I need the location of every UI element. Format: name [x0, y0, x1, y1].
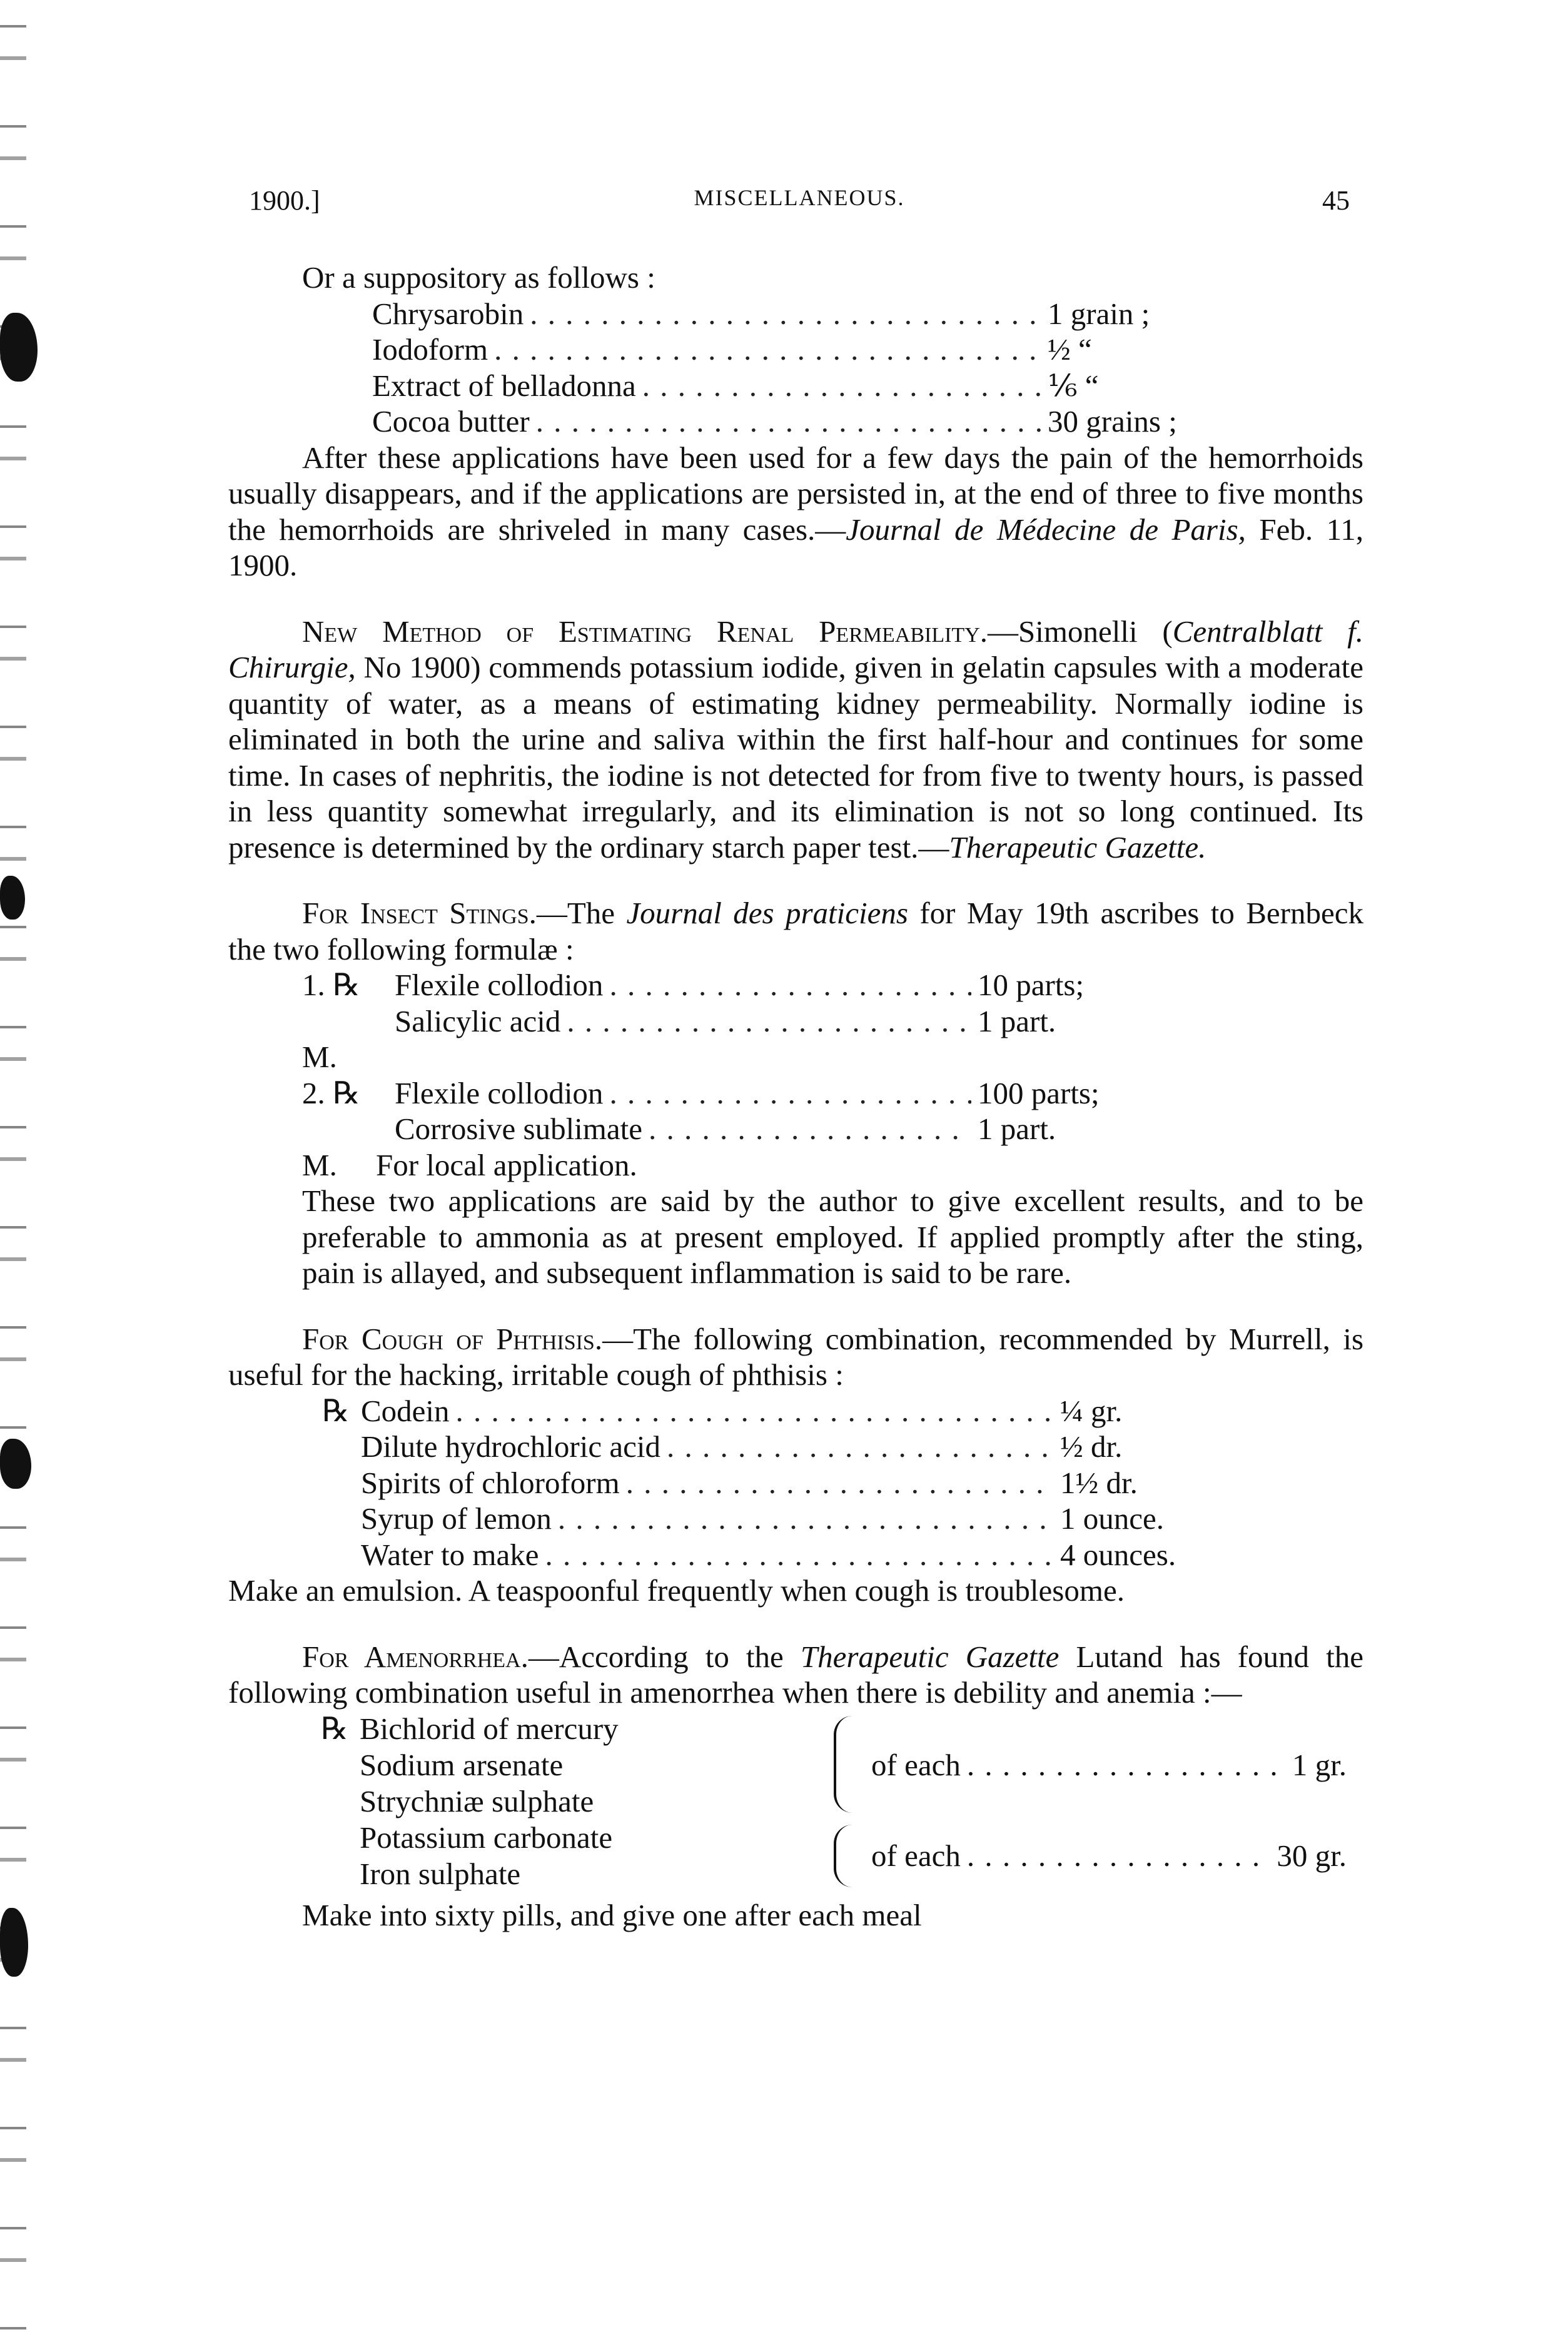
- cough-formula: [322, 1393, 1210, 1573]
- section-heading: For Amenorrhea.: [302, 1639, 529, 1674]
- formula-sig: M. For local application.: [302, 1147, 637, 1182]
- section-heading: For Insect Stings.: [302, 896, 537, 930]
- section-heading: New Method of Estimating Renal Permeability.: [302, 614, 988, 649]
- formula-line: Salicylic acid . . . 1 part.: [302, 1003, 1128, 1040]
- formula-line: 1. ℞ Flexile collodion . . . 10 parts;: [302, 967, 1128, 1003]
- group-2-dose: of each . . . 30 gr.: [871, 1838, 1347, 1874]
- cough-paragraph: For Cough of Phthisis.—The following combination, recommended by Murrell, is useful for the hacking, irritable cough of phthisis :: [228, 1321, 1364, 1392]
- ink-smudge: [0, 1439, 31, 1489]
- suppository-formula: [372, 296, 1198, 440]
- renal-paragraph: New Method of Estimating Renal Permeability.—Simonelli (Centralblatt f. Chirurgie, No 1900) commends potassium iodide, given in gelatin capsules with a moderate quantity of water, as a means of estimating kidney permeability. Normally iodine is eliminated in both the urine and saliva within the first half-hour and continues for some time. In cases of nephritis, the iodine is not detected for from five to twenty hours, is passed in less quantity somewhat irregularly, and its elimination is not so long continued. Its presence is determined by the ordinary starch paper test.—Therapeutic Gazette.: [228, 614, 1363, 864]
- page-number: 45: [1322, 185, 1350, 216]
- formula-line: ℞ Codein . . . ¼ gr.: [322, 1393, 1210, 1429]
- suppository-paragraph: After these applications have been used for a few days the pain of the hemorrhoids usually disappears, and if the applications are persisted in, at the end of three to five months the hemorrhoids are shriveled in many cases.—Journal de Médecine de Paris, Feb. 11, 1900.: [228, 440, 1363, 582]
- formula-line: Potassium carbonate: [360, 1820, 613, 1855]
- brace-group-1: [834, 1716, 861, 1813]
- formula-line: Strychniæ sulphate: [360, 1783, 594, 1818]
- formula-line: Dilute hydrochloric acid . . . ½ dr.: [322, 1429, 1210, 1465]
- insect-result-paragraph: These two applications are said by the author to give excellent results, and to be preferable to ammonia as at present employed. If applied promptly after the sting, pain is allayed, and subsequent inflammation is said to be rare.: [302, 1184, 1363, 1290]
- insect-formula-1: [302, 967, 1128, 1075]
- formula-line: 2. ℞ Flexile collodion . . . 100 parts;: [302, 1075, 1128, 1112]
- running-header: [249, 185, 1350, 222]
- formula-line: Iodoform . . . ½ “: [372, 332, 1198, 368]
- formula-line: Chrysarobin . . . 1 grain ;: [372, 296, 1198, 332]
- header-year: 1900.]: [249, 185, 320, 216]
- formula-line: Water to make . . . 4 ounces.: [322, 1537, 1210, 1573]
- insect-formula-2: [302, 1075, 1128, 1184]
- amenorrhea-direction: Make into sixty pills, and give one after each meal: [302, 1897, 922, 1932]
- formula-line: ℞ Bichlorid of mercury: [321, 1710, 619, 1746]
- amenorrhea-paragraph: For Amenorrhea.—According to the Therapeutic Gazette Lutand has found the following combination useful in amenorrhea when there is debility and anemia :—: [228, 1639, 1363, 1710]
- formula-line: Syrup of lemon . . . 1 ounce.: [322, 1501, 1210, 1537]
- formula-line: Sodium arsenate: [360, 1747, 564, 1782]
- brace-group-2: [834, 1825, 861, 1887]
- header-title: MISCELLANEOUS.: [694, 185, 905, 210]
- section-heading: For Cough of Phthisis.: [302, 1321, 603, 1356]
- formula-line: Cocoa butter . . . 30 grains ;: [372, 403, 1198, 440]
- ink-smudge: [0, 313, 38, 382]
- formula-line: Corrosive sublimate . . . 1 part.: [302, 1111, 1128, 1147]
- group-1-dose: of each . . . 1 gr.: [871, 1747, 1347, 1783]
- suppository-intro: Or a suppository as follows :: [302, 260, 655, 295]
- formula-line: Spirits of chloroform . . . 1½ dr.: [322, 1465, 1210, 1501]
- formula-sig: M.: [302, 1040, 337, 1074]
- page-body: [228, 260, 1363, 1933]
- prescription-symbol: ℞: [321, 1710, 348, 1746]
- citation-source: Therapeutic Gazette.: [949, 829, 1206, 864]
- formula-line: Iron sulphate: [360, 1856, 521, 1891]
- citation-source: Journal de Médecine de Paris,: [846, 512, 1246, 547]
- formula-line: Extract of belladonna . . . ⅙ “: [372, 368, 1198, 404]
- cough-direction: Make an emulsion. A teaspoonful frequently when cough is troublesome.: [228, 1573, 1125, 1608]
- prescription-symbol: ℞: [322, 1392, 350, 1429]
- insect-paragraph: For Insect Stings.—The Journal des praticiens for May 19th ascribes to Bernbeck the two following formulæ :: [228, 896, 1363, 966]
